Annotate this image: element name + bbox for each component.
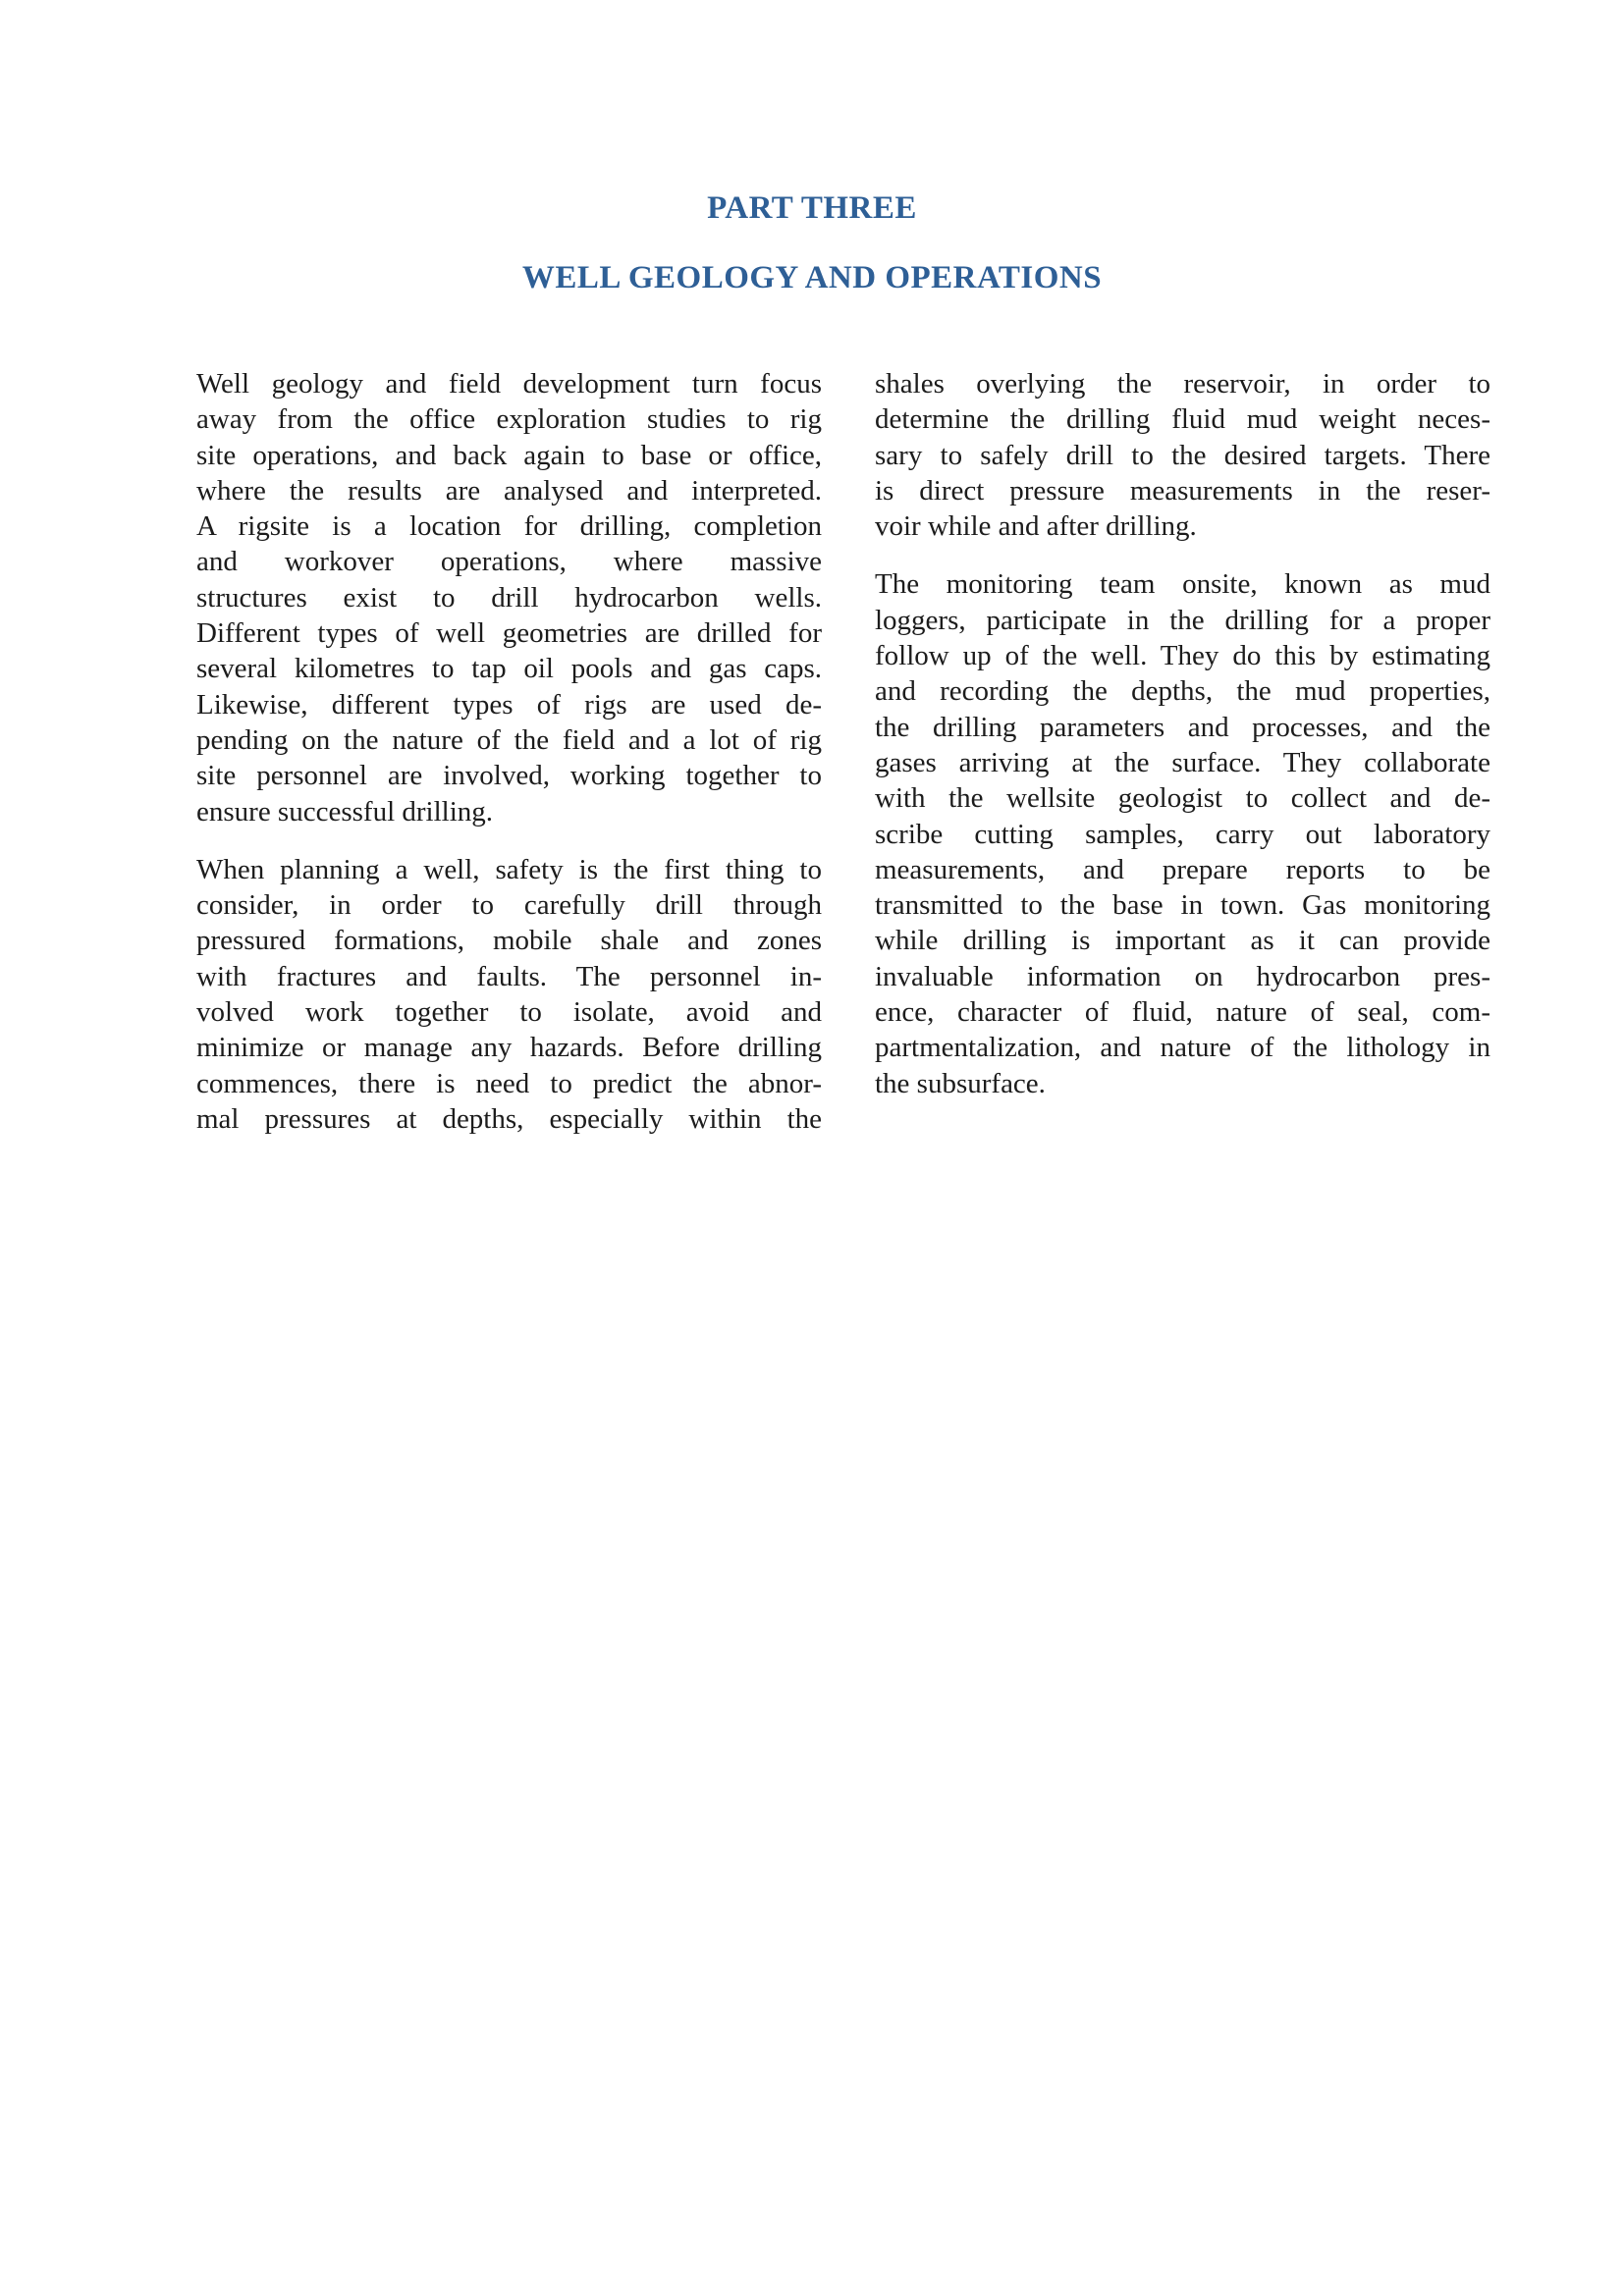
text-line: sary to safely drill to the desired targets. There <box>875 439 1490 471</box>
column-left <box>196 366 822 1137</box>
column-right <box>875 366 1490 1137</box>
text-line: volved work together to isolate, avoid and <box>196 996 822 1029</box>
text-line: pressured formations, mobile shale and zones <box>196 925 822 957</box>
text-line: and recording the depths, the mud properties, <box>875 675 1490 708</box>
text-line: measurements, and prepare reports to be <box>875 853 1490 885</box>
text-line: site personnel are involved, working together to <box>196 760 822 792</box>
text-line: ensure successful drilling. <box>196 795 494 828</box>
paragraph <box>875 366 1490 544</box>
text-line: commences, there is need to predict the abnor- <box>196 1067 822 1099</box>
chapter-title: WELL GEOLOGY AND OPERATIONS <box>521 260 1103 295</box>
text-line: Well geology and field development turn focus <box>196 368 822 400</box>
text-line: invaluable information on hydrocarbon pres- <box>875 960 1490 992</box>
text-line: When planning a well, safety is the first thing to <box>196 853 822 885</box>
paragraph <box>875 566 1490 1100</box>
text-line: consider, in order to carefully drill through <box>196 889 822 922</box>
text-line: with fractures and faults. The personnel in- <box>196 960 822 992</box>
text-line: The monitoring team onsite, known as mud <box>875 568 1490 601</box>
page-header <box>0 0 1624 297</box>
text-line: transmitted to the base in town. Gas monitoring <box>875 889 1490 922</box>
paragraph <box>196 852 822 1137</box>
text-line: is direct pressure measurements in the reser- <box>875 474 1490 507</box>
text-line: follow up of the well. They do this by estimating <box>875 640 1490 672</box>
two-column-text <box>196 366 1490 1137</box>
text-line: and workover operations, where massive <box>196 546 822 578</box>
text-line: with the wellsite geologist to collect and de- <box>875 782 1490 815</box>
text-line: mal pressures at depths, especially within the <box>196 1102 822 1135</box>
text-line: shales overlying the reservoir, in order to <box>875 368 1490 400</box>
text-line: partmentalization, and nature of the lithology in <box>875 1032 1490 1064</box>
text-line: gases arriving at the surface. They collaborate <box>875 746 1490 778</box>
text-line: Different types of well geometries are drilled for <box>196 617 822 650</box>
text-line: minimize or manage any hazards. Before drilling <box>196 1032 822 1064</box>
text-line: away from the office exploration studies to rig <box>196 403 822 436</box>
text-line: voir while and after drilling. <box>875 510 1197 543</box>
text-line: the drilling parameters and processes, and the <box>875 711 1490 743</box>
text-line: determine the drilling fluid mud weight neces- <box>875 403 1490 436</box>
part-heading: PART THREE <box>707 190 917 226</box>
text-line: site operations, and back again to base or office, <box>196 439 822 471</box>
text-line: while drilling is important as it can provide <box>875 925 1490 957</box>
text-line: loggers, participate in the drilling for a proper <box>875 604 1490 636</box>
text-line: ence, character of fluid, nature of seal, com- <box>875 996 1490 1029</box>
text-line: the subsurface. <box>875 1067 1046 1099</box>
text-line: Likewise, different types of rigs are used de- <box>196 688 822 721</box>
text-line: several kilometres to tap oil pools and gas caps. <box>196 653 822 685</box>
paragraph <box>196 366 822 829</box>
text-line: structures exist to drill hydrocarbon wells. <box>196 581 822 614</box>
text-line: scribe cutting samples, carry out laboratory <box>875 818 1490 850</box>
text-line: pending on the nature of the field and a lot of rig <box>196 723 822 756</box>
text-line: where the results are analysed and interpreted. <box>196 474 822 507</box>
text-line: A rigsite is a location for drilling, completion <box>196 510 822 543</box>
